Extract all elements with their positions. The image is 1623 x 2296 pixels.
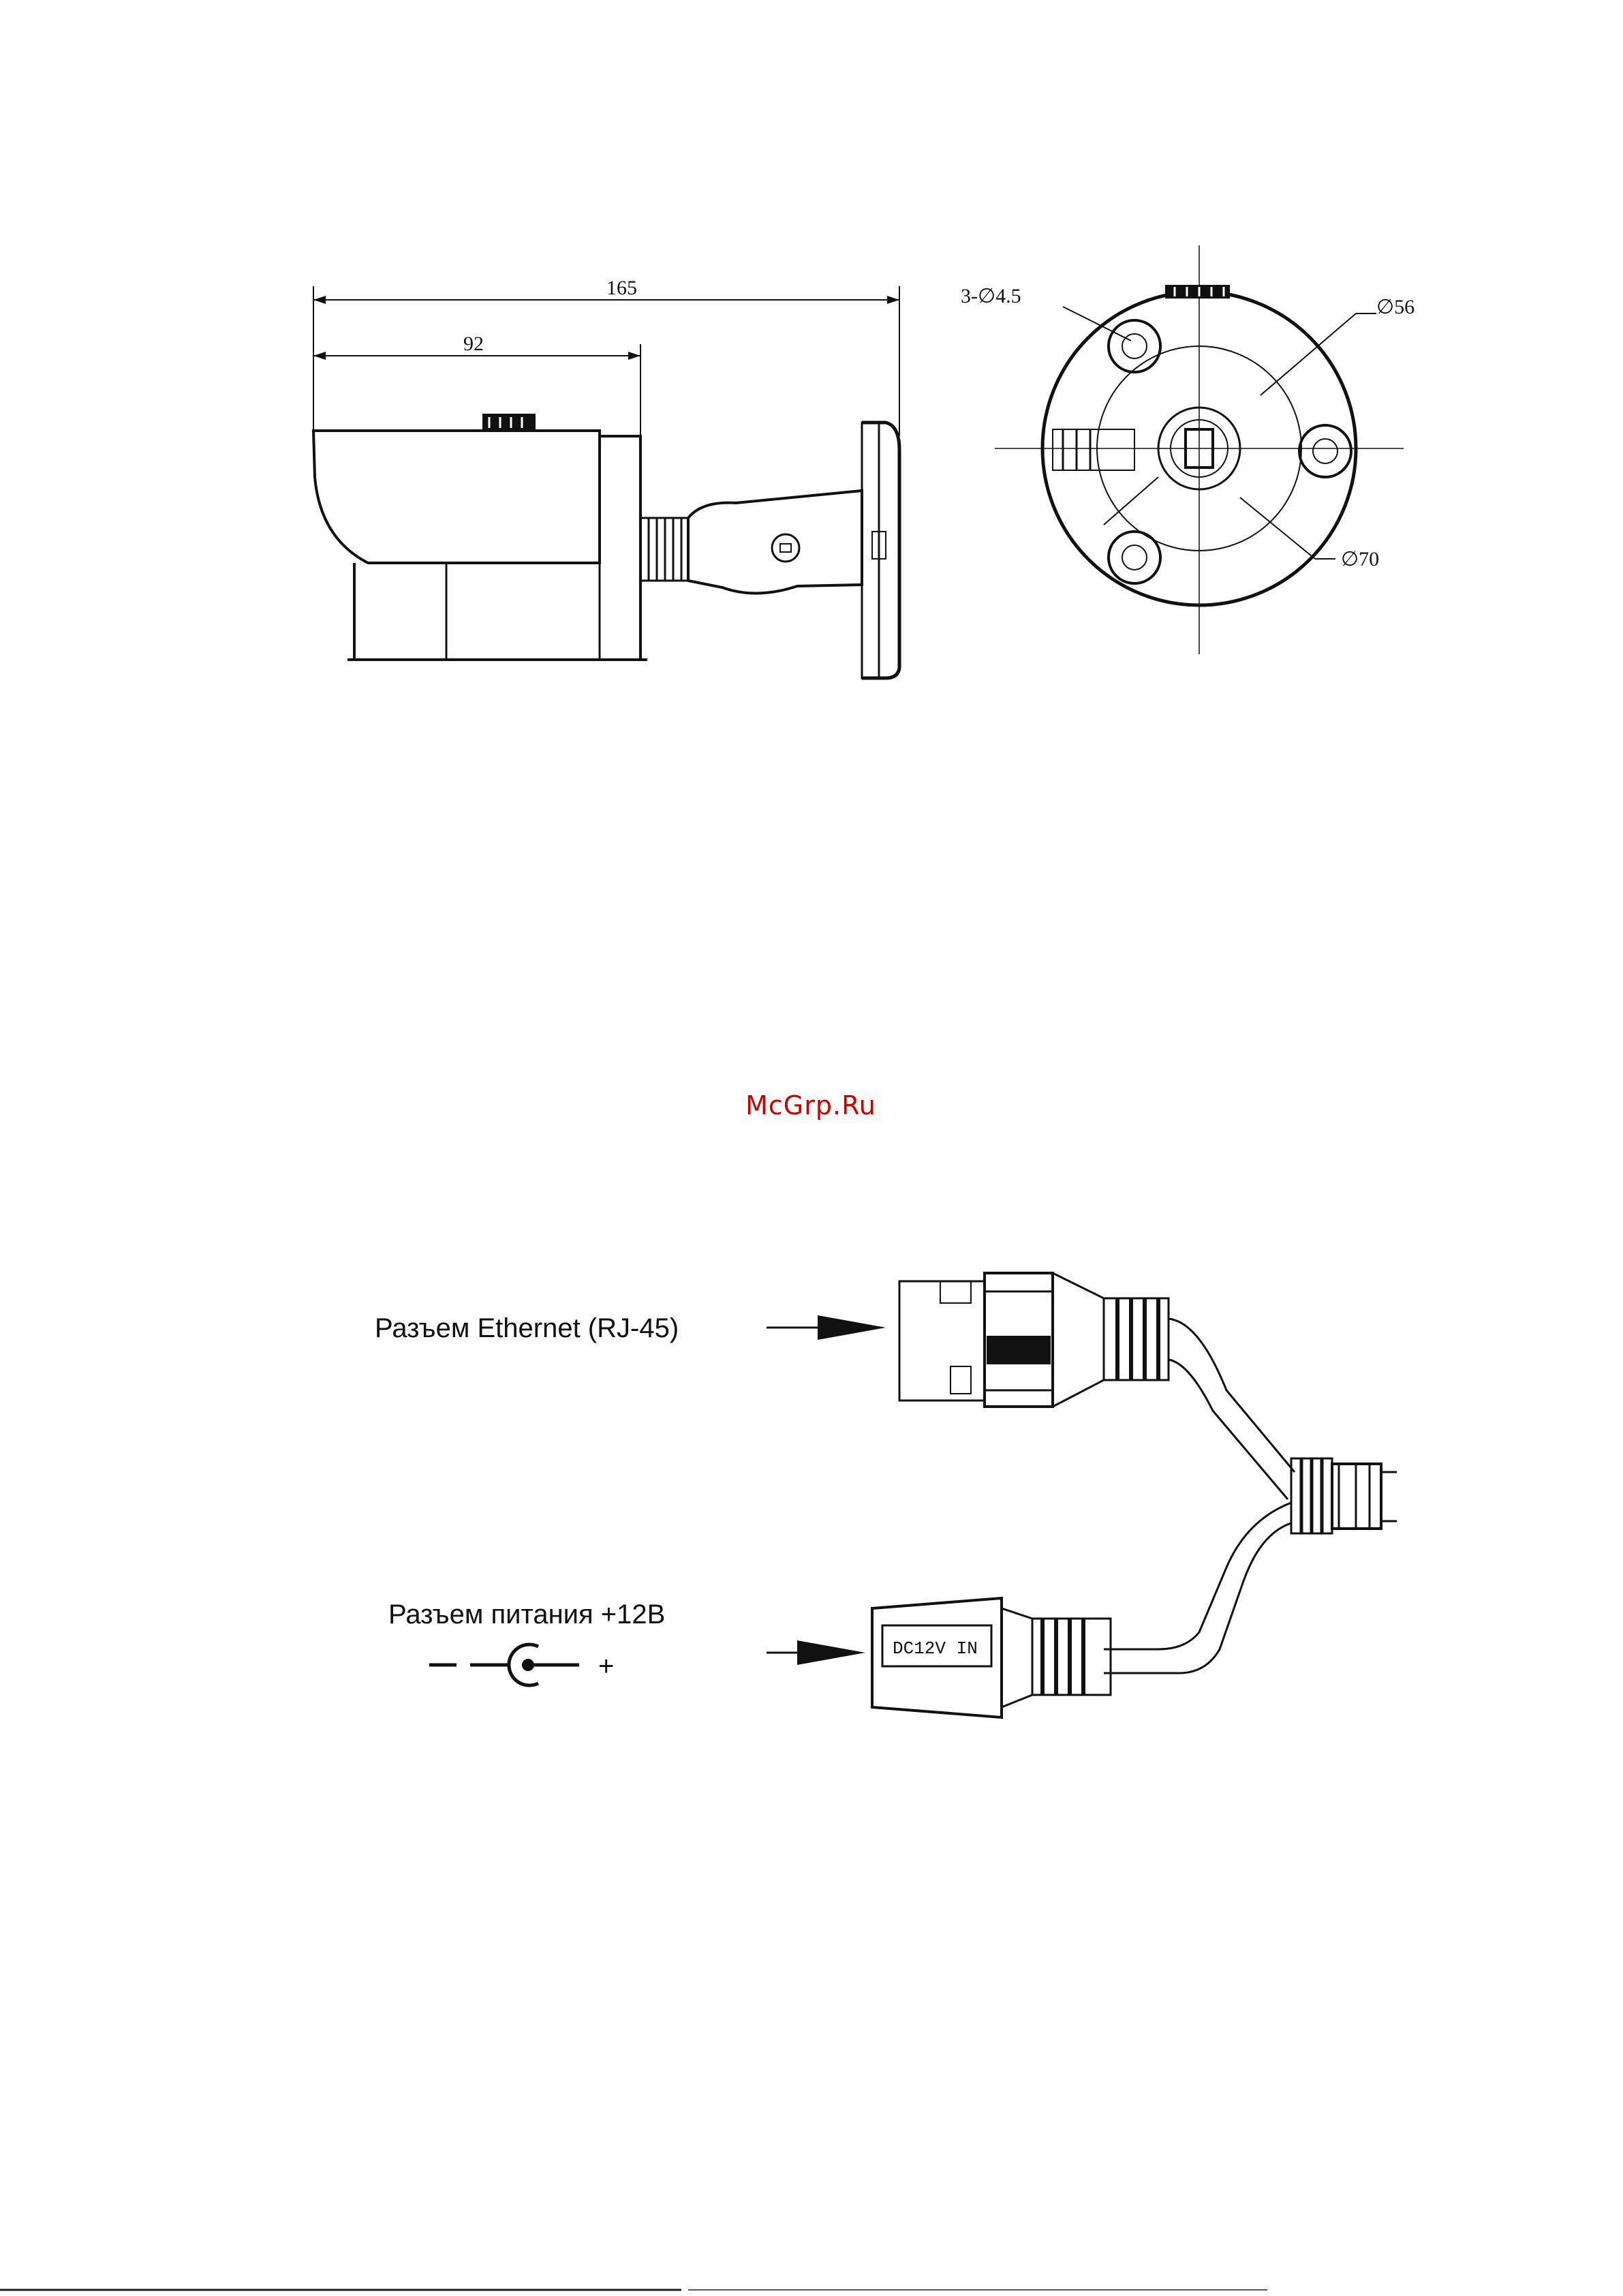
power-arrow-icon — [797, 1640, 865, 1665]
watermark-text: McGrp.Ru — [745, 1090, 876, 1120]
camera-base-view — [995, 245, 1404, 654]
front-length-label: 92 — [463, 333, 484, 355]
power-connector-label: Разъем питания +12В — [388, 1599, 666, 1629]
polarity-plus: + — [598, 1651, 615, 1681]
camera-side-view — [313, 286, 899, 678]
holes-label: 3-∅4.5 — [961, 285, 1021, 307]
dc-input-tag: DC12V IN — [893, 1638, 978, 1659]
ethernet-arrow-icon — [818, 1315, 886, 1340]
total-length-label: 165 — [606, 277, 637, 299]
inner-diameter-label: ∅56 — [1376, 296, 1415, 318]
outer-diameter-label: ∅70 — [1341, 548, 1380, 570]
ethernet-connector-label: Разъем Ethernet (RJ-45) — [375, 1313, 679, 1343]
